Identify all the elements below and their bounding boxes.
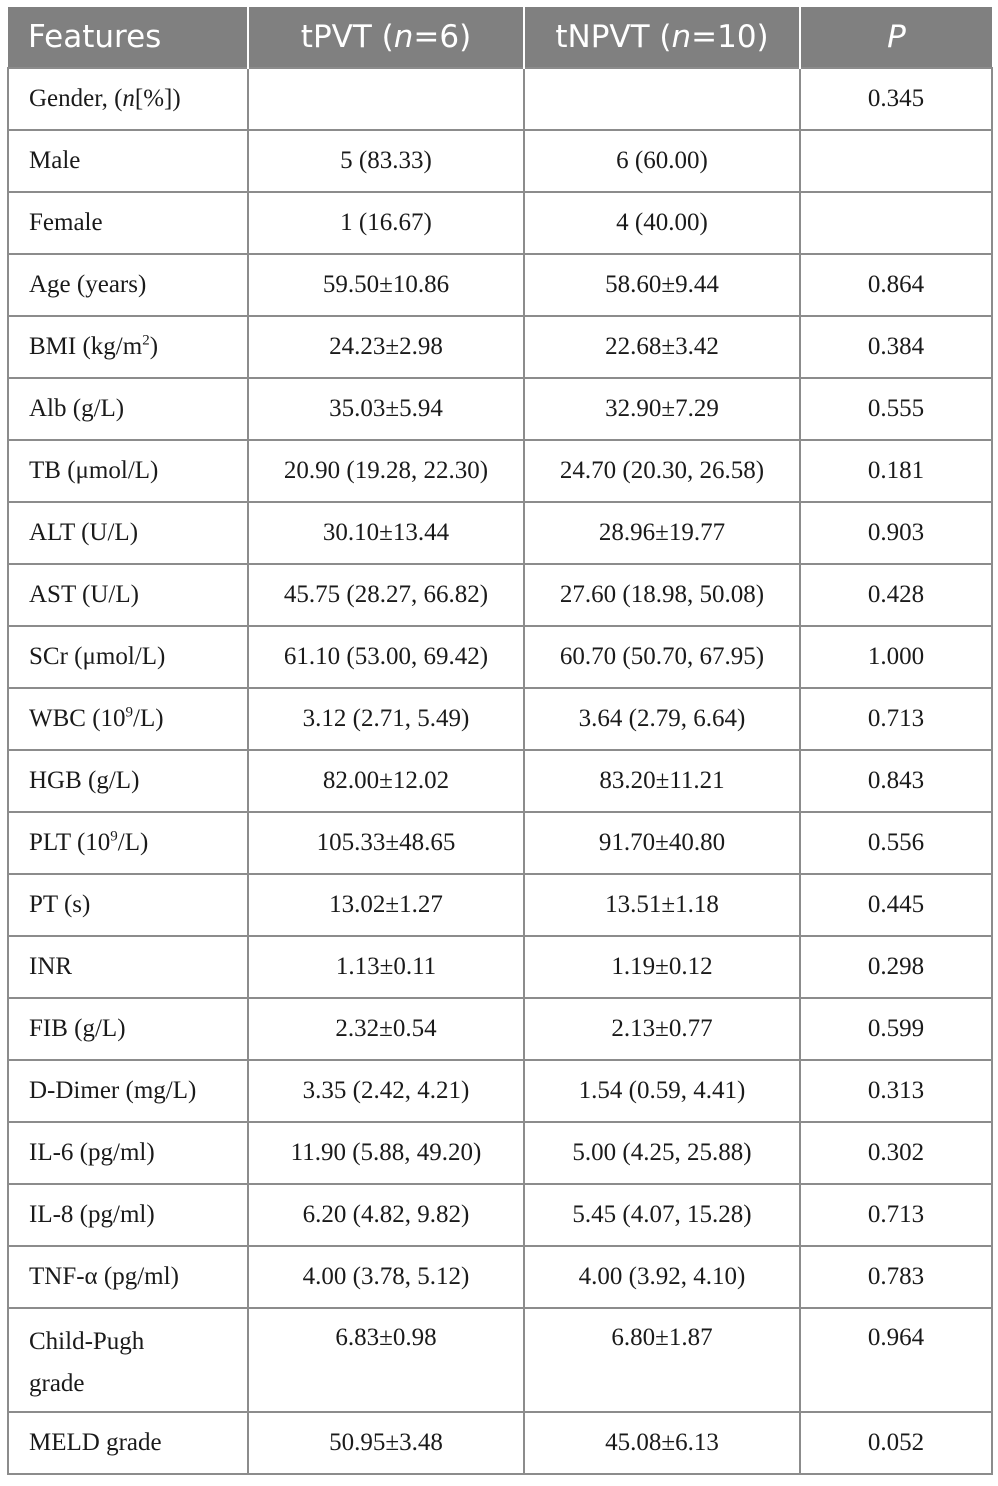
feature-label: Alb (g/L) (29, 395, 125, 422)
tnpvt-value-cell: 4 (40.00) (524, 192, 800, 254)
tnpvt-value-cell: 1.19±0.12 (524, 936, 800, 998)
header-tpvt-n: n (393, 19, 414, 55)
tnpvt-value-cell: 1.54 (0.59, 4.41) (524, 1060, 800, 1122)
table-body (8, 68, 992, 1474)
feature-superscript: 2 (142, 332, 150, 349)
feature-label: D-Dimer (mg/L) (29, 1077, 197, 1104)
p-value-cell: 0.964 (800, 1308, 992, 1412)
tnpvt-value-cell: 5.00 (4.25, 25.88) (524, 1122, 800, 1184)
header-tnpvt-n: n (671, 19, 692, 55)
feature-label: TNF-α (pg/ml) (29, 1263, 179, 1290)
tnpvt-value-cell: 6 (60.00) (524, 130, 800, 192)
header-tpvt-suffix: =6) (413, 19, 472, 55)
tpvt-value-cell: 24.23±2.98 (248, 316, 524, 378)
tpvt-value-cell: 50.95±3.48 (248, 1412, 524, 1474)
tpvt-value-cell: 3.35 (2.42, 4.21) (248, 1060, 524, 1122)
feature-cell (8, 378, 248, 440)
table-row (8, 68, 992, 130)
tnpvt-value-cell: 83.20±11.21 (524, 750, 800, 812)
feature-label: PT (s) (29, 891, 91, 918)
feature-label: IL-6 (pg/ml) (29, 1139, 155, 1166)
table-row (8, 502, 992, 564)
p-value-cell: 0.556 (800, 812, 992, 874)
table-row (8, 1246, 992, 1308)
table-row (8, 254, 992, 316)
table-row (8, 1060, 992, 1122)
tnpvt-value-cell: 5.45 (4.07, 15.28) (524, 1184, 800, 1246)
feature-label: Male (29, 147, 81, 174)
feature-label-italic: n (122, 85, 135, 112)
tnpvt-value-cell: 28.96±19.77 (524, 502, 800, 564)
feature-cell (8, 1122, 248, 1184)
p-value-cell: 0.713 (800, 1184, 992, 1246)
tpvt-value-cell: 1.13±0.11 (248, 936, 524, 998)
tnpvt-value-cell: 58.60±9.44 (524, 254, 800, 316)
p-value-cell (800, 130, 992, 192)
p-value-cell: 0.313 (800, 1060, 992, 1122)
p-value-cell (800, 192, 992, 254)
feature-label: PLT (10 (29, 829, 111, 856)
table-row (8, 626, 992, 688)
p-value-cell: 0.599 (800, 998, 992, 1060)
tpvt-value-cell: 30.10±13.44 (248, 502, 524, 564)
table-row (8, 440, 992, 502)
tnpvt-value-cell: 32.90±7.29 (524, 378, 800, 440)
feature-cell (8, 688, 248, 750)
table-row (8, 564, 992, 626)
header-row (8, 7, 992, 68)
feature-label-suffix: [%]) (134, 85, 181, 112)
header-tpvt (248, 7, 524, 68)
tpvt-value-cell: 11.90 (5.88, 49.20) (248, 1122, 524, 1184)
table-row (8, 1308, 992, 1412)
feature-cell (8, 502, 248, 564)
tpvt-value-cell: 45.75 (28.27, 66.82) (248, 564, 524, 626)
tpvt-value-cell: 105.33±48.65 (248, 812, 524, 874)
feature-cell (8, 750, 248, 812)
feature-label-tail: /L) (133, 705, 164, 732)
table-row (8, 874, 992, 936)
p-value-cell: 0.302 (800, 1122, 992, 1184)
table-row (8, 316, 992, 378)
table-row (8, 750, 992, 812)
feature-label: TB (μmol/L) (29, 457, 159, 484)
table-row (8, 378, 992, 440)
header-p-value: P (800, 7, 992, 68)
tpvt-value-cell: 35.03±5.94 (248, 378, 524, 440)
table-row (8, 1412, 992, 1474)
features-comparison-table (7, 7, 993, 1475)
p-value-cell: 0.713 (800, 688, 992, 750)
feature-cell (8, 1246, 248, 1308)
tnpvt-value-cell: 27.60 (18.98, 50.08) (524, 564, 800, 626)
feature-label: BMI (kg/m (29, 333, 143, 360)
feature-cell (8, 68, 248, 130)
tpvt-value-cell: 3.12 (2.71, 5.49) (248, 688, 524, 750)
p-value-cell: 0.843 (800, 750, 992, 812)
p-value-cell: 0.298 (800, 936, 992, 998)
feature-cell (8, 440, 248, 502)
tpvt-value-cell: 20.90 (19.28, 22.30) (248, 440, 524, 502)
feature-label-line2: grade (29, 1370, 85, 1397)
feature-cell (8, 1184, 248, 1246)
feature-label: INR (29, 953, 73, 980)
tpvt-value-cell: 59.50±10.86 (248, 254, 524, 316)
tnpvt-value-cell (524, 68, 800, 130)
tpvt-value-cell: 13.02±1.27 (248, 874, 524, 936)
feature-label: IL-8 (pg/ml) (29, 1201, 155, 1228)
tnpvt-value-cell: 6.80±1.87 (524, 1308, 800, 1412)
feature-superscript: 9 (110, 828, 118, 845)
feature-cell (8, 192, 248, 254)
tnpvt-value-cell: 22.68±3.42 (524, 316, 800, 378)
p-value-cell: 0.345 (800, 68, 992, 130)
feature-label: Age (years) (29, 271, 147, 298)
table-row (8, 688, 992, 750)
feature-cell (8, 1060, 248, 1122)
p-value-cell: 0.903 (800, 502, 992, 564)
tpvt-value-cell: 6.83±0.98 (248, 1308, 524, 1412)
feature-cell (8, 936, 248, 998)
table-row (8, 936, 992, 998)
header-tnpvt-prefix: tNPVT ( (555, 19, 672, 55)
feature-label: Child-Pugh (29, 1328, 145, 1355)
p-value-cell: 0.428 (800, 564, 992, 626)
header-features: Features (8, 7, 248, 68)
header-tpvt-prefix: tPVT ( (300, 19, 394, 55)
feature-cell (8, 564, 248, 626)
p-value-cell: 0.181 (800, 440, 992, 502)
feature-cell (8, 316, 248, 378)
table-row (8, 1184, 992, 1246)
tnpvt-value-cell: 2.13±0.77 (524, 998, 800, 1060)
feature-label: ALT (U/L) (29, 519, 139, 546)
table-row (8, 192, 992, 254)
feature-label: HGB (g/L) (29, 767, 140, 794)
feature-label: WBC (10 (29, 705, 126, 732)
tpvt-value-cell: 6.20 (4.82, 9.82) (248, 1184, 524, 1246)
data-table-container (7, 7, 991, 1475)
p-value-cell: 0.864 (800, 254, 992, 316)
feature-label: AST (U/L) (29, 581, 139, 608)
p-value-cell: 0.783 (800, 1246, 992, 1308)
feature-cell (8, 1308, 248, 1412)
feature-label: Female (29, 209, 103, 236)
p-value-cell: 1.000 (800, 626, 992, 688)
feature-label: Gender, ( (29, 85, 123, 112)
feature-label-tail: /L) (117, 829, 149, 856)
feature-label: FIB (g/L) (29, 1015, 126, 1042)
feature-cell (8, 874, 248, 936)
tpvt-value-cell: 1 (16.67) (248, 192, 524, 254)
feature-cell (8, 998, 248, 1060)
feature-label: SCr (μmol/L) (29, 643, 166, 670)
tnpvt-value-cell: 24.70 (20.30, 26.58) (524, 440, 800, 502)
tpvt-value-cell: 2.32±0.54 (248, 998, 524, 1060)
tnpvt-value-cell: 60.70 (50.70, 67.95) (524, 626, 800, 688)
tpvt-value-cell: 82.00±12.02 (248, 750, 524, 812)
feature-cell (8, 254, 248, 316)
tnpvt-value-cell: 4.00 (3.92, 4.10) (524, 1246, 800, 1308)
feature-cell (8, 626, 248, 688)
table-row (8, 998, 992, 1060)
tnpvt-value-cell: 3.64 (2.79, 6.64) (524, 688, 800, 750)
feature-superscript: 9 (125, 704, 134, 721)
feature-cell (8, 1412, 248, 1474)
tnpvt-value-cell: 45.08±6.13 (524, 1412, 800, 1474)
header-tnpvt-suffix: =10) (691, 19, 769, 55)
header-tnpvt (524, 7, 800, 68)
tpvt-value-cell: 61.10 (53.00, 69.42) (248, 626, 524, 688)
p-value-cell: 0.384 (800, 316, 992, 378)
table-row (8, 812, 992, 874)
tpvt-value-cell (248, 68, 524, 130)
feature-label: MELD grade (29, 1429, 162, 1456)
feature-cell (8, 812, 248, 874)
tpvt-value-cell: 4.00 (3.78, 5.12) (248, 1246, 524, 1308)
p-value-cell: 0.555 (800, 378, 992, 440)
feature-label-tail: ) (149, 333, 159, 360)
p-value-cell: 0.052 (800, 1412, 992, 1474)
table-row (8, 1122, 992, 1184)
tnpvt-value-cell: 91.70±40.80 (524, 812, 800, 874)
tpvt-value-cell: 5 (83.33) (248, 130, 524, 192)
table-row (8, 130, 992, 192)
feature-cell (8, 130, 248, 192)
tnpvt-value-cell: 13.51±1.18 (524, 874, 800, 936)
p-value-cell: 0.445 (800, 874, 992, 936)
